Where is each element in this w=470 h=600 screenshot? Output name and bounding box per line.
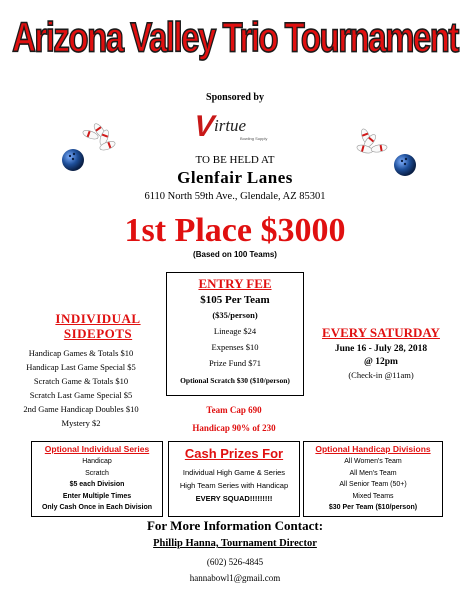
list-item: Handicap Games & Totals $10: [28, 348, 134, 358]
entry-fee-prize-fund: Prize Fund $71: [209, 358, 261, 368]
list-item: Scratch Last Game Special $5: [29, 390, 133, 400]
virtue-logo-initial: V: [189, 110, 219, 143]
entry-fee-per-person: ($35/person): [212, 310, 258, 320]
handicap-divisions-title: Optional Handicap Divisions: [315, 444, 431, 454]
list-item: Handicap Last Game Special $5: [26, 362, 136, 372]
contact-email: hannabowl1@gmail.com: [189, 573, 281, 583]
contact-heading: For More Information Contact:: [146, 518, 324, 533]
schedule-title: EVERY SATURDAY: [322, 325, 440, 340]
list-item: $5 each Division: [69, 481, 125, 488]
sponsored-by-label: Sponsored by: [206, 92, 264, 103]
cash-prizes-box: [168, 441, 300, 517]
first-place-prize: 1st Place $3000: [124, 212, 346, 249]
prize-basis: (Based on 100 Teams): [193, 250, 277, 259]
list-item: Individual High Game & Series: [182, 468, 286, 477]
sidepots-list: [6, 346, 156, 430]
schedule-dates: June 16 - July 28, 2018: [334, 344, 428, 354]
tournament-title: Arizona Valley Trio Tournament: [12, 14, 458, 61]
venue-address: 6110 North 59th Ave., Glendale, AZ 85301: [144, 191, 326, 202]
list-item: $30 Per Team ($10/person): [328, 504, 418, 511]
entry-fee-box: [166, 272, 304, 396]
list-item: 2nd Game Handicap Doubles $10: [23, 404, 139, 414]
list-item: EVERY SQUAD!!!!!!!!!: [195, 494, 273, 503]
team-handicap: Handicap 90% of 230: [192, 423, 276, 433]
list-item: Enter Multiple Times: [62, 492, 132, 500]
entry-fee-per-team: $105 Per Team: [200, 294, 270, 306]
team-cap: Team Cap 690: [206, 405, 262, 415]
schedule: [304, 325, 458, 382]
list-item: High Team Series with Handicap: [179, 481, 289, 490]
list-item: Scratch: [85, 469, 109, 477]
cash-prizes-title: Cash Prizes For: [184, 446, 284, 461]
schedule-time: @ 12pm: [364, 357, 398, 367]
entry-fee-optional-scratch: Optional Scratch $30 ($10/person): [180, 376, 290, 385]
held-at-label: TO BE HELD AT: [195, 154, 275, 166]
sidepots-heading: [38, 311, 158, 341]
individual-series-box: [31, 441, 163, 517]
entry-fee-lineage: Lineage $24: [213, 326, 257, 336]
list-item: All Men's Team: [349, 469, 397, 477]
sidepots-title-line2: SIDEPOTS: [63, 326, 133, 341]
list-item: Scratch Game & Totals $10: [33, 376, 129, 386]
virtue-logo-text: irtue: [214, 116, 247, 135]
list-item: Mixed Teams: [352, 492, 394, 500]
list-item: Handicap: [82, 458, 112, 465]
list-item: Mystery $2: [61, 418, 101, 428]
list-item: Only Cash Once in Each Division: [41, 504, 153, 511]
venue-name: Glenfair Lanes: [177, 168, 293, 187]
list-item: All Women's Team: [344, 458, 402, 465]
virtue-logo-sub: Bowling Supply: [240, 136, 268, 141]
contact-director: Phillip Hanna, Tournament Director: [153, 538, 317, 549]
schedule-checkin: (Check-in @11am): [348, 370, 414, 380]
entry-fee-expenses: Expenses $10: [211, 342, 259, 352]
team-rules: [166, 401, 302, 437]
entry-fee-title: ENTRY FEE: [198, 276, 272, 291]
list-item: All Senior Team (50+): [339, 481, 407, 488]
contact-phone: (602) 526-4845: [206, 557, 264, 567]
sidepots-title-line1: INDIVIDUAL: [55, 311, 141, 326]
virtue-logo: [189, 110, 282, 148]
individual-series-title: Optional Individual Series: [44, 444, 150, 454]
handicap-divisions-box: [303, 441, 443, 517]
